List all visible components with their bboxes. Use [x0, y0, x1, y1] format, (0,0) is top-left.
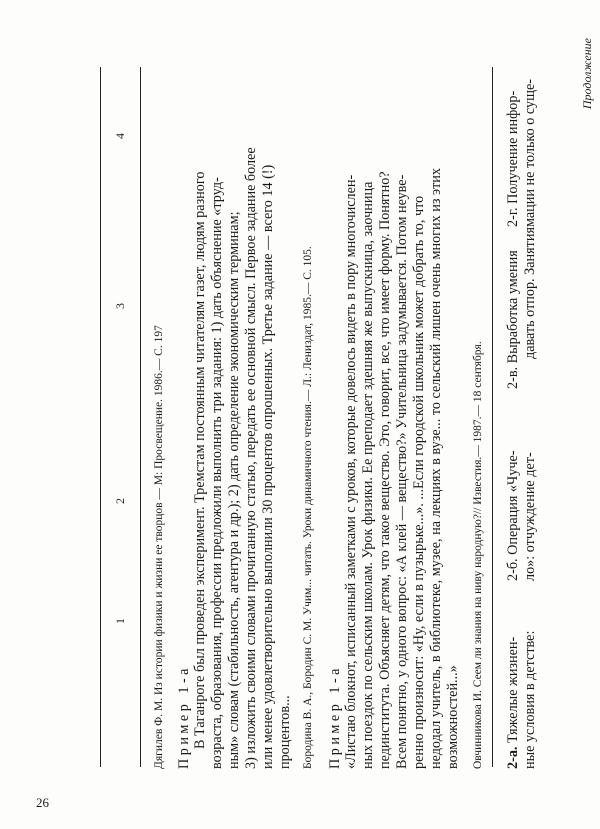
row-2v-label: 2-в.	[505, 366, 521, 389]
example-1-line-2: возраста, образования, профессии предложили выполнить три задания: 1) дать объяснение «труд-	[209, 177, 225, 769]
example-2-line-7: возможностей...»	[445, 665, 461, 769]
row-2b-label: 2-б.	[505, 558, 521, 581]
row-2b-text-1: Операция «Чуче-	[505, 450, 521, 555]
example-1-line-1: В Таганроге был проведен эксперимент. Тремстам постоянным читателям газет, людям разного	[192, 171, 208, 749]
example-1-line-5: или менее удовлетворительно выполнили 30 процентов опрошенных. Третье задание — всего 14 (!)	[260, 164, 276, 769]
example-2-line-2: ных поездок по сельским школам. Урок физики. Ее преподает здешняя же выпускница, заочница	[360, 181, 376, 769]
row-2g-text-1: Получение инфор-	[505, 90, 521, 204]
row-2a-line-1	[505, 637, 522, 769]
example-1-heading: Пример 1-а	[176, 665, 192, 769]
example-2-line-3: пединститута. Объясняет детям, что такое вещество. Это, говорит, все, что имеет форму. Понятно?	[377, 171, 393, 769]
header-bottom-rule	[140, 67, 141, 767]
row-2a-label: 2-а.	[505, 746, 521, 769]
row-2a-line-2: ные условия в детстве:	[522, 630, 538, 769]
column-number-1: 1	[113, 618, 127, 624]
page-number: 26	[36, 795, 49, 810]
row-2g-line-1	[505, 91, 522, 227]
row-2v-line-1	[505, 250, 522, 389]
row-separator-rule	[492, 67, 493, 767]
source-1: Дягилев Ф. М. Из истории физики и жизни ее творцов — М: Просвещение. 1986.— С. 197	[153, 325, 165, 769]
column-number-4: 4	[113, 133, 127, 139]
example-1-line-3: ным» словам (стабильность, агентура и др.); 2) дать определение экономическим терминам;	[226, 211, 242, 769]
example-2-line-5: ренно произносит: «Ну, если в пузырьке...». ...Если городской школьник может добрать то, что	[411, 195, 427, 769]
row-2a-text-1: Тяжелые жизнен-	[505, 636, 521, 743]
row-2g-line-2: мации не только о суще-	[522, 78, 538, 227]
row-2v-line-2: давать отпор. Занятия	[522, 227, 538, 359]
example-2-heading: Пример 1-а	[327, 665, 343, 769]
row-2b-line-1	[505, 451, 522, 582]
example-1-line-6: процентов...	[277, 695, 293, 769]
example-2-line-1: «Листаю блокнот, исписанный заметками с уроков, которые довелось видеть в пору многочислен-	[343, 174, 359, 769]
example-1-line-4: 3) изложить своими словами прочитанную статью, передать ее основной смысл. Первое задание более	[243, 147, 259, 769]
continuation-label: Продолжение	[580, 38, 594, 110]
column-number-2: 2	[113, 498, 127, 504]
row-2v-text-1: Выработка умения	[505, 250, 521, 364]
column-number-3: 3	[113, 303, 127, 309]
row-2b-line-2: ло»: отчуждение дет-	[522, 452, 538, 581]
example-2-line-4: Всем понятно, у одного вопрос: «А клей — вещество?» Учительница задумывается. Потом неуве-	[394, 174, 410, 769]
row-2g-label: 2-г.	[505, 207, 521, 227]
example-2-line-6: недодал учитель, в библиотеке, музее, на лекциях в вузе... то сельский лишен очень многих из этих	[428, 168, 444, 769]
source-2: Бородина В. А., Бородин С. М. Учим... читать. Уроки динамичного чтения.— Л.: Лениздат, 1985.— С. 105.	[302, 246, 314, 769]
table-top-rule	[100, 67, 101, 767]
source-3: Овчинникова И. Сеем ли знания на ниву народную?// Известия.— 1987.— 18 сентября.	[472, 341, 484, 769]
